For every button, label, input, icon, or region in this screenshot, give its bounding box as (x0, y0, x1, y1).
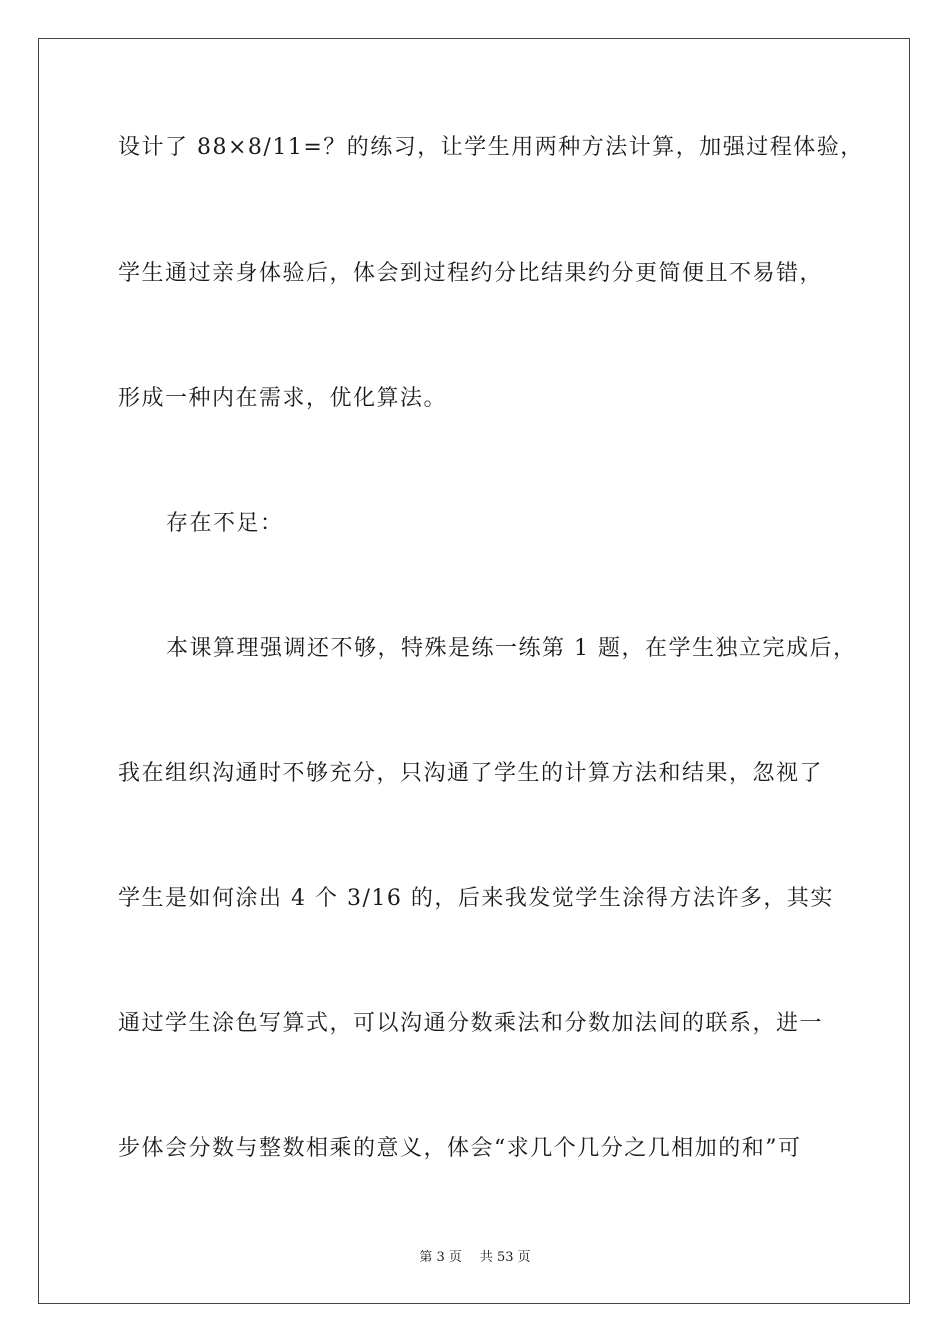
text-line-3: 形成一种内在需求，优化算法。 (118, 386, 448, 411)
text-line-7: 学生是如何涂出 4 个 3/16 的，后来我发觉学生涂得方法许多，其实 (118, 886, 834, 911)
page-footer (0, 1246, 950, 1265)
text-line-5: 本课算理强调还不够，特殊是练一练第 1 题，在学生独立完成后， (166, 636, 857, 661)
text-line-6: 我在组织沟通时不够充分，只沟通了学生的计算方法和结果，忽视了 (118, 761, 824, 786)
text-line-9: 步体会分数与整数相乘的意义，体会“求几个几分之几相加的和”可 (118, 1136, 802, 1161)
section-heading-shortcomings: 存在不足： (166, 511, 284, 536)
page-number: 第 3 页 (419, 1250, 462, 1265)
text-line-2: 学生通过亲身体验后，体会到过程约分比结果约分更简便且不易错， (118, 261, 824, 286)
page-border (38, 38, 910, 1304)
text-line-1: 设计了 88×8/11=？的练习，让学生用两种方法计算，加强过程体验， (118, 135, 864, 160)
page-total: 共 53 页 (479, 1250, 531, 1265)
text-line-8: 通过学生涂色写算式，可以沟通分数乘法和分数加法间的联系，进一 (118, 1011, 824, 1036)
